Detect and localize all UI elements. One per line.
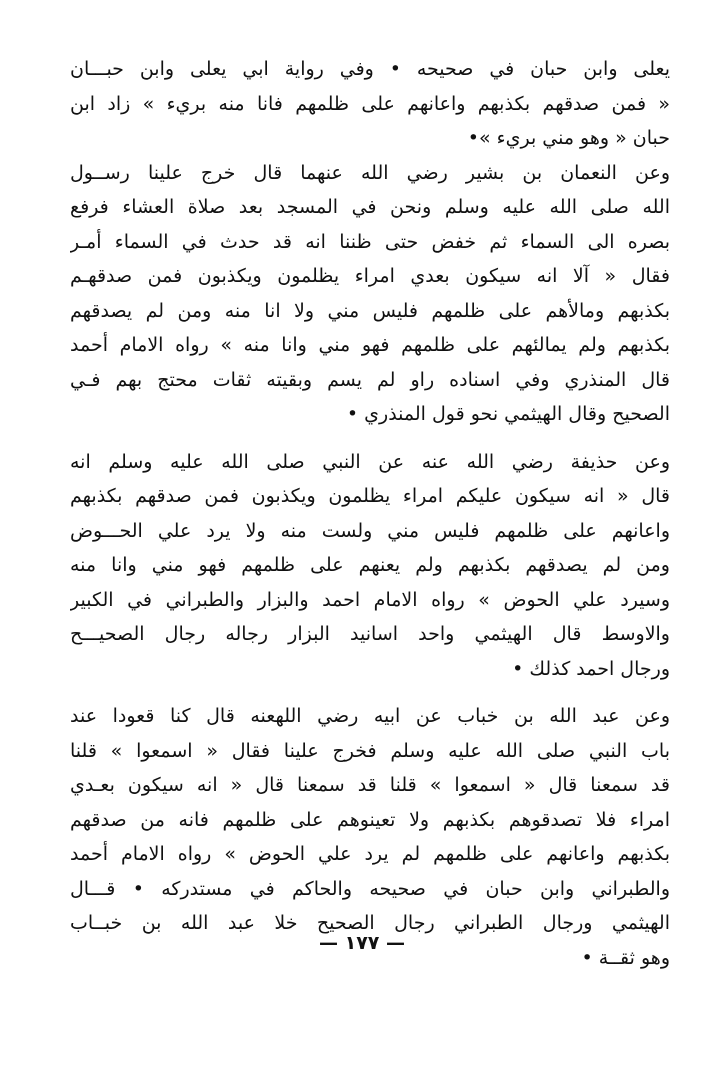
paragraph-2	[70, 156, 670, 432]
text-line: ورجال احمد كذلك •	[512, 657, 670, 680]
text-line: باب النبي صلى الله عليه وسلم فخرج علينا فقال « اسمعوا » قلنا	[70, 739, 670, 762]
paragraph-1	[70, 52, 670, 156]
text-line: قال المنذري وفي اسناده راو لم يسم وبقيته ثقات محتج بهم فـي	[70, 368, 670, 391]
text-line: الصحيح وقال الهيثمي نحو قول المنذري •	[346, 403, 670, 425]
text-line: بصره الى السماء ثم خفض حتى ظننا انه قد حدث في السماء أمـر	[70, 230, 670, 253]
text-line: واعانهم على ظلمهم فليس مني ولست منه ولا يرد علي الحـــوض	[70, 519, 670, 542]
text-line: فقال « آلا انه سيكون بعدي امراء يظلمون ويكذبون فمن صدقهـم	[70, 265, 670, 287]
text-line: بكذبهم ولم يمالئهم على ظلمهم فهو مني وانا منه » رواه الامام أحمد	[70, 334, 670, 356]
text-line: ومن لم يصدقهم بكذبهم ولم يعنهم على ظلمهم فهو مني وانا منه	[70, 554, 670, 576]
text-line: امراء فلا تصدقوهم بكذبهم ولا تعينوهم على ظلمهم فانه من صدقهم	[70, 808, 670, 831]
text-line: بكذبهم واعانهم على ظلمهم لم يرد علي الحوض » رواه الامام أحمد	[70, 843, 670, 865]
text-line: قد سمعنا قال « اسمعوا » قلنا قد سمعنا قال « انه سيكون بعـدي	[70, 774, 670, 796]
text-line: والطبراني وابن حبان في صحيحه والحاكم في مستدركه • قـــال	[70, 877, 670, 900]
paragraph-gap	[70, 686, 670, 699]
text-line: وعن حذيفة رضي الله عنه عن النبي صلى الله عليه وسلم انه	[70, 450, 670, 473]
text-line: حبان « وهو مني بريء »•	[467, 127, 670, 149]
text-line: وعن النعمان بن بشير رضي الله عنهما قال خرج علينا رســول	[70, 161, 670, 184]
text-line: وهو ثقــة •	[581, 946, 670, 969]
text-line: الله صلى الله عليه وسلم ونحن في المسجد بعد صلاة العشاء فرفع	[70, 196, 670, 218]
text-line: الهيثمي ورجال الطبراني رجال الصحيح خلا عبد الله بن خبــاب	[70, 912, 670, 934]
text-line: قال « انه سيكون عليكم امراء يظلمون ويكذبون فمن صدقهم بكذبهم	[70, 485, 670, 507]
text-line: وعن عبد الله بن خباب عن ابيه رضي اللهعنه قال كنا قعودا عند	[70, 705, 670, 727]
text-line: « فمن صدقهم بكذبهم واعانهم على ظلمهم فانا منه بريء » زاد ابن	[70, 92, 670, 115]
page-body	[70, 52, 670, 975]
text-line: بكذبهم ومالأهم على ظلمهم فليس مني ولا انا منه ومن لم يصدقهم	[70, 299, 670, 322]
paragraph-3	[70, 445, 670, 687]
text-line: والاوسط قال الهيثمي واحد اسانيد البزار رجاله رجال الصحيـــح	[70, 623, 670, 645]
text-line: وسيرد علي الحوض » رواه الامام احمد والبزار والطبراني في الكبير	[70, 588, 670, 611]
page-number: — ١٧٧ —	[318, 932, 406, 954]
text-line: يعلى وابن حبان في صحيحه • وفي رواية ابي يعلى وابن حبـــان	[70, 58, 670, 80]
paragraph-gap	[70, 432, 670, 445]
